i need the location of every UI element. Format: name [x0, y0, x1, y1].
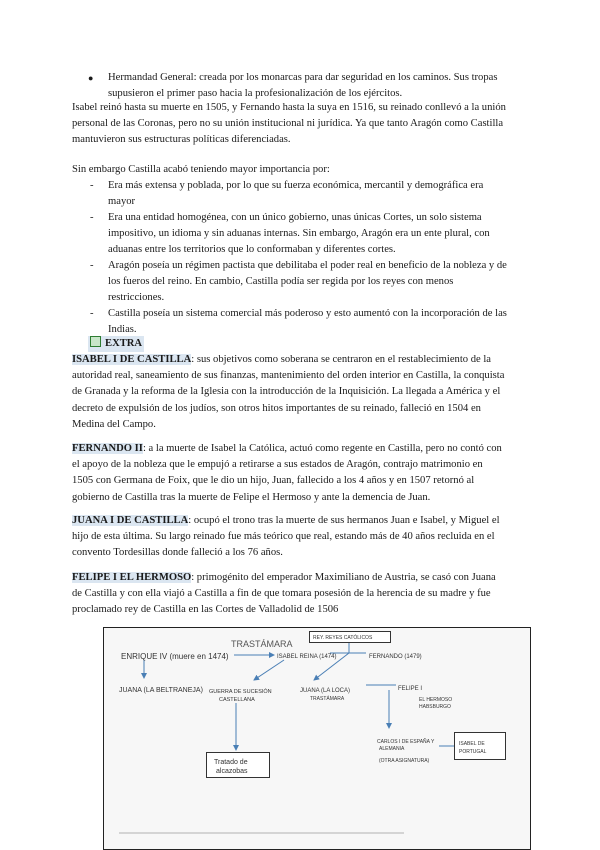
dash-icon: -	[90, 180, 94, 191]
text-line: Castilla poseía un sistema comercial más poderoso y esto aumentó con la incorporación de las	[108, 308, 507, 319]
felipe-sub-line1: EL HERMOSO	[419, 697, 453, 703]
extra-heading	[88, 336, 144, 352]
isabel-portugal-line1: ISABEL DE	[459, 741, 485, 747]
list-item	[72, 258, 530, 307]
juana-loca-sub: TRASTÁMARA	[310, 696, 345, 702]
list-item	[72, 178, 530, 210]
dash-icon: -	[90, 260, 94, 271]
juana-loca-node: JUANA (LA LOCA)	[300, 688, 351, 694]
name-fernando: FERNANDO II	[72, 443, 143, 454]
text-line: Era una entidad homogénea, con un único gobierno, unas únicas Cortes, un solo sistema	[108, 212, 482, 223]
text-line: de Castilla y con ella viajó a Castilla a fin de que tomara posesión de la herencia de su madre y fue	[72, 588, 491, 600]
text-line: aduanas entre los territorios que lo conformaban y diferentes cortes.	[108, 244, 396, 256]
carlos-line3: (OTRA ASIGNATURA)	[379, 758, 430, 764]
text-line: Era más extensa y poblada, por lo que su fuerza económica, mercantil y demográfica era	[108, 180, 484, 191]
fernando-node: FERNANDO (1479)	[369, 654, 422, 660]
text-line: proclamado rey de Castilla en las Cortes de Valladolid de 1506	[72, 604, 339, 616]
paragraph-fernando	[72, 441, 530, 506]
text-line: impositivo, un idioma y sin aduanas internas. Sin embargo, Aragón era un ente plural, con	[108, 228, 490, 240]
paragraph-felipe	[72, 570, 530, 619]
text-line: : ocupó el trono tras la muerte de sus hermanos Juan e Isabel, y Miguel el	[188, 515, 500, 526]
text-line: 1505 con Germana de Foix, que le dio un hijo, Juan, fallecido a los 4 años y en 1507 retornó al	[72, 475, 475, 487]
text-line: : primogénito del emperador Maximiliano de Austria, se casó con Juana	[191, 572, 496, 583]
text-line: autoridad real, saneamiento de sus finanzas, mantenimiento del orden interior en Castilla, la conquista	[72, 370, 505, 382]
text-line: Aragón poseía un régimen pactista que debilitaba el poder real en beneficio de la nobleza y de	[108, 260, 507, 271]
name-juana: JUANA I DE CASTILLA	[72, 515, 189, 526]
tratado-line1: Tratado de	[214, 759, 248, 766]
dash-icon: -	[90, 212, 94, 223]
dash-icon: -	[90, 308, 94, 319]
text-line: mantuvieron sus estructuras políticas diferenciadas.	[72, 134, 291, 146]
text-line: personal de las Coronas, pero no su unión institucional ni jurídica. Ya que tanto Aragón como Castilla	[72, 118, 504, 130]
text-line: hijo de esta última. Su largo reinado fue más teórico que real, estando más de 40 años recluida en el	[72, 531, 495, 543]
carlos-line2: ALEMANIA	[379, 746, 405, 752]
isabel-portugal-line2: PORTUGAL	[459, 749, 487, 755]
tratado-box	[206, 752, 270, 778]
text-line: restricciones.	[108, 292, 165, 304]
reyes-box	[309, 631, 391, 643]
reyes-label: REY. REYES CATÓLICOS	[313, 635, 373, 641]
text-line: decreto de expulsión de los judíos, son otros hitos importantes de su reinado, falleció en 1504 en	[72, 402, 481, 414]
diagram-title: TRASTÁMARA	[231, 639, 293, 649]
felipe-sub-line2: HABSBURGO	[419, 704, 451, 710]
list-item	[72, 210, 530, 259]
text-line: Medina del Campo.	[72, 418, 156, 430]
paragraph-castilla-intro: Sin embargo Castilla acabó teniendo mayor importancia por:	[72, 164, 330, 175]
extra-label: EXTRA	[105, 338, 143, 349]
text-line: gobierno de Castilla tras la muerte de Felipe el Hermoso y ante la demencia de Juan.	[72, 491, 431, 503]
juana-beltraneja-node: JUANA (LA BELTRANEJA)	[119, 687, 203, 694]
checkbox-icon	[90, 336, 101, 347]
text-line: : a la muerte de Isabel la Católica, actuó como regente en Castilla, pero no contó con	[142, 443, 502, 454]
felipe-node: FELIPE I	[398, 686, 423, 692]
text-line: los fueros del reino. En cambio, Castilla podía ser regida por los reyes con menos	[108, 276, 454, 288]
isabel-node: ISABEL REINA (1474)	[277, 654, 337, 660]
name-isabel: ISABEL I DE CASTILLA	[72, 354, 192, 365]
text-line: Isabel reinó hasta su muerte en 1505, y Fernando hasta la suya en 1516, su reinado conllevó a la unión	[72, 102, 506, 113]
bullet-line: Hermandad General: creada por los monarcas para dar seguridad en los caminos. Sus tropas	[108, 72, 498, 83]
tratado-line2: alcazobas	[216, 768, 248, 775]
paragraph-reign	[72, 100, 530, 149]
bullet-line: supusieron el primer paso hacia la profesionalización de los ejércitos.	[108, 88, 403, 100]
isabel-portugal-box	[454, 732, 506, 760]
family-tree-diagram	[103, 627, 531, 850]
carlos-line1: CARLOS I DE ESPAÑA Y	[377, 739, 435, 745]
paragraph-isabel	[72, 352, 530, 433]
text-line: : sus objetivos como soberana se centraron en el restablecimiento de la	[191, 354, 491, 365]
text-line: de Granada y la reforma de la Iglesia con la introducción de la Inquisición. La llegada a América y el	[72, 386, 501, 398]
name-felipe: FELIPE I EL HERMOSO	[72, 572, 192, 583]
text-line: Indias.	[108, 324, 137, 336]
paragraph-juana	[72, 513, 530, 562]
bullet-icon: ●	[88, 73, 94, 83]
text-line: mayor	[108, 196, 136, 208]
text-line: el apoyo de la nobleza que le empujó a retirarse a sus estados de Aragón, contrajo matrimonio en	[72, 459, 483, 471]
text-line: convento Tordesillas donde falleció a los 76 años.	[72, 547, 283, 559]
list-item	[72, 70, 530, 102]
enrique-node: ENRIQUE IV (muere en 1474)	[121, 652, 229, 661]
list-item	[72, 306, 530, 338]
guerra-label-line1: GUERRA DE SUCESIÓN	[209, 689, 272, 695]
guerra-label-line2: CASTELLANA	[219, 697, 255, 703]
